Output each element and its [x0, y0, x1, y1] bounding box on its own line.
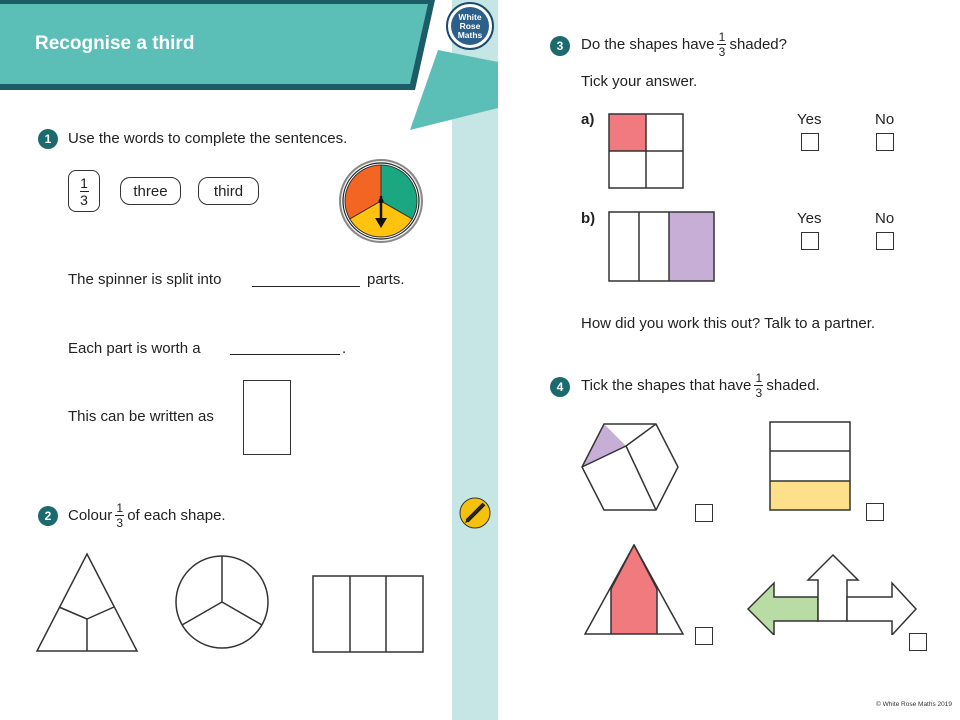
q3a-yes-label: Yes: [797, 111, 822, 128]
white-rose-maths-logo: White Rose Maths: [446, 2, 494, 50]
arrows-shape: [746, 553, 920, 635]
sentence-1-end: parts.: [367, 271, 405, 288]
word-bank-three: three: [120, 177, 181, 205]
q3-discussion: How did you work this out? Talk to a partner.: [581, 315, 876, 332]
triangle-shaded-shape: [584, 544, 684, 636]
q3b-yes-label: Yes: [797, 210, 822, 227]
part-a-label: a): [581, 111, 595, 128]
question-number-1: 1: [38, 129, 58, 149]
q3-instruction: Tick your answer.: [581, 73, 698, 90]
triangle-shape[interactable]: [34, 552, 140, 654]
q1-prompt: Use the words to complete the sentences.: [68, 130, 348, 147]
stacked-rectangle-shape: [769, 421, 851, 511]
q3a-no-checkbox[interactable]: [876, 133, 894, 151]
arrows-checkbox[interactable]: [909, 633, 927, 651]
rectangle-thirds-shape[interactable]: [312, 575, 424, 653]
spinner: [338, 158, 424, 244]
question-number-2: 2: [38, 506, 58, 526]
header-banner: [0, 0, 500, 135]
q3b-no-label: No: [875, 210, 895, 227]
q3a-no-label: No: [875, 111, 895, 128]
q3b-yes-checkbox[interactable]: [801, 232, 819, 250]
sentence-3: This can be written as: [68, 408, 214, 425]
sentence-1-start: The spinner is split into: [68, 271, 222, 288]
answer-line-worth[interactable]: [230, 354, 340, 355]
fraction-answer-box[interactable]: [243, 380, 291, 455]
hexagon-checkbox[interactable]: [695, 504, 713, 522]
sentence-2-start: Each part is worth a: [68, 340, 201, 357]
triangle-checkbox[interactable]: [695, 627, 713, 645]
pencil-icon: [458, 496, 492, 530]
q3a-yes-checkbox[interactable]: [801, 133, 819, 151]
rectangle-three-parts-shape: [608, 211, 715, 282]
answer-line-parts[interactable]: [252, 286, 360, 287]
page-title: Recognise a third: [35, 33, 195, 54]
question-number-4: 4: [550, 377, 570, 397]
square-quarters-shape: [608, 113, 684, 189]
q3b-no-checkbox[interactable]: [876, 232, 894, 250]
question-number-3: 3: [550, 36, 570, 56]
word-bank-third: third: [198, 177, 259, 205]
q4-prompt: Tick the shapes that have $\frac{1}{3}$ shaded.: [581, 370, 820, 400]
q3-prompt: Do the shapes have $\frac{1}{3}$ shaded?: [581, 29, 787, 59]
hexagon-shape: [580, 422, 680, 514]
circle-shape[interactable]: [172, 552, 272, 652]
copyright-footer: © White Rose Maths 2019: [876, 701, 952, 708]
sentence-2-end: .: [342, 340, 347, 357]
rectangle-checkbox[interactable]: [866, 503, 884, 521]
part-b-label: b): [581, 210, 596, 227]
q2-prompt: Colour $\frac{1}{3}$ of each shape.: [68, 500, 226, 530]
word-bank-fraction: $\frac{1}{3}$: [68, 170, 100, 212]
